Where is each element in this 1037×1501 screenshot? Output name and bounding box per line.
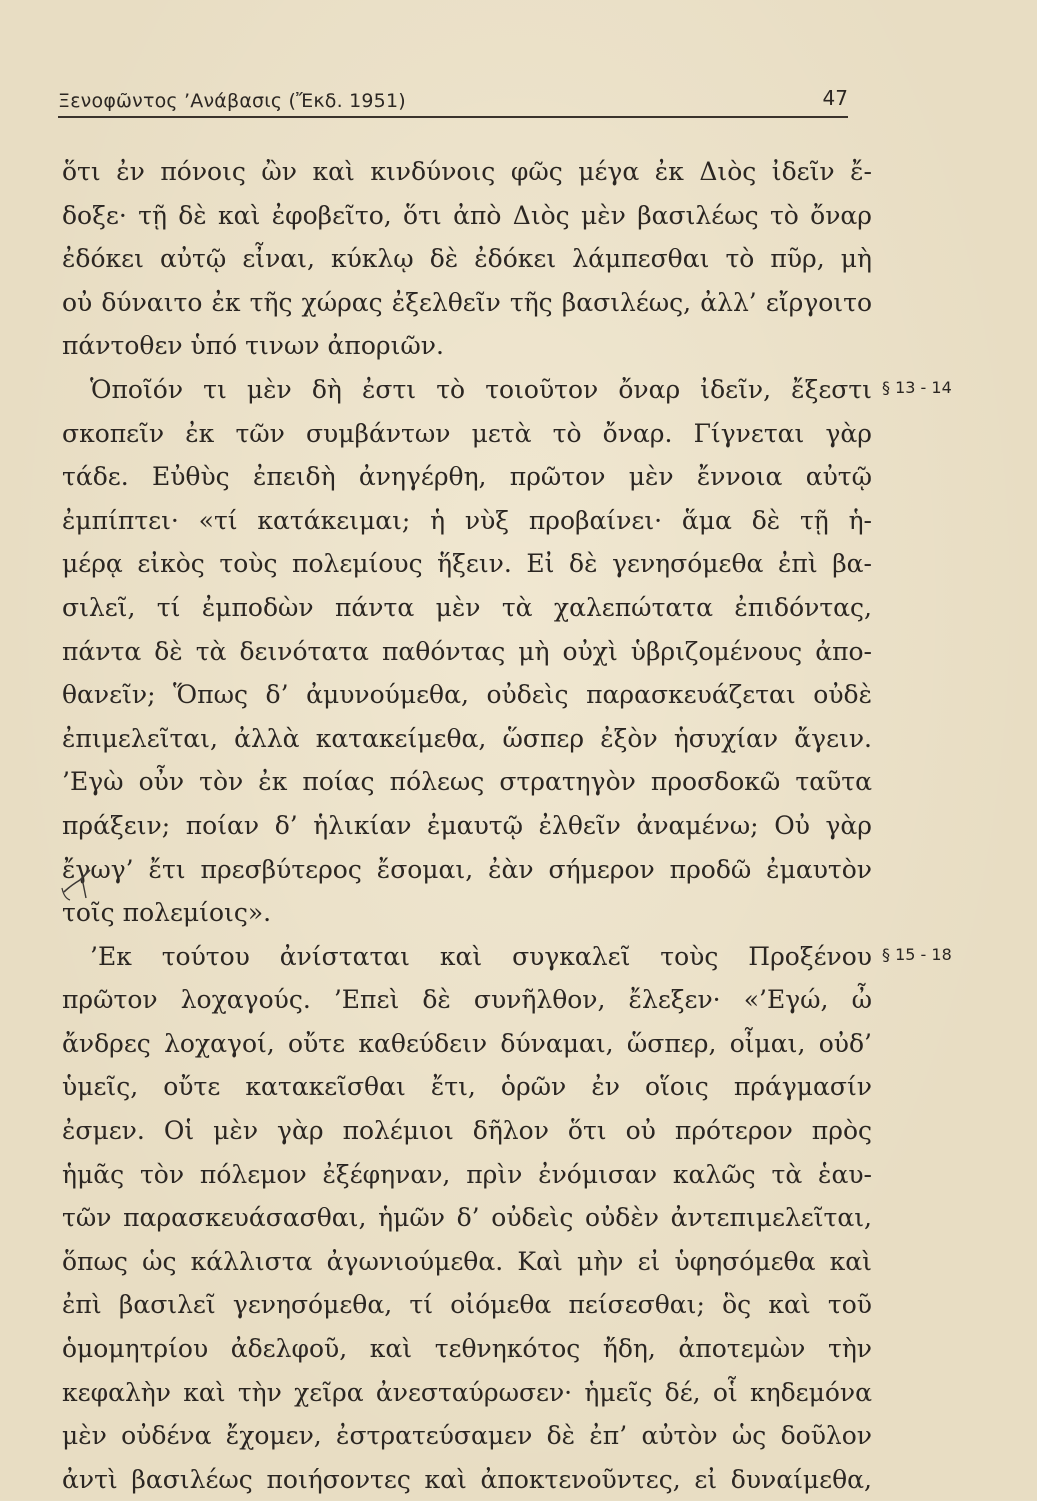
body-text xyxy=(62,150,872,1501)
text-line: μέρᾳ εἰκὸς τοὺς πολεμίους ἥξειν. Εἰ δὲ γενησόμεθα ἐπὶ βα- xyxy=(62,549,872,579)
running-title: Ξενοφῶντος ’Ανάβασις (Ἔκδ. 1951) xyxy=(58,90,406,112)
header-rule xyxy=(58,116,848,118)
text-line: ὁμομητρίου ἀδελφοῦ, καὶ τεθνηκότος ἤδη, ἀποτεμὼν τὴν xyxy=(62,1334,872,1364)
margin-section-ref: § 15 - 18 xyxy=(882,944,952,964)
text-line: πράξειν; ποίαν δ’ ἡλικίαν ἐμαυτῷ ἐλθεῖν ἀναμένω; Οὐ γὰρ xyxy=(62,810,872,840)
text-line: Ὁποῖόν τι μὲν δὴ ἐστι τὸ τοιοῦτον ὄναρ ἰδεῖν, ἔξεστι xyxy=(90,374,872,404)
text-line: μὲν οὐδένα ἔχομεν, ἐστρατεύσαμεν δὲ ἐπ’ αὐτὸν ὡς δοῦλον xyxy=(62,1421,872,1451)
text-line: τάδε. Εὐθὺς ἐπειδὴ ἀνηγέρθη, πρῶτον μὲν ἔννοια αὐτῷ xyxy=(62,462,872,492)
text-line: οὐ δύναιτο ἐκ τῆς χώρας ἐξελθεῖν τῆς βασιλέως, ἀλλ’ εἴργοιτο xyxy=(62,287,872,317)
text-line: ἀντὶ βασιλέως ποιήσοντες καὶ ἀποκτενοῦντες, εἰ δυναίμεθα, xyxy=(62,1464,872,1494)
text-line: πάντοθεν ὑπό τινων ἀποριῶν. xyxy=(62,331,444,361)
text-line: πάντα δὲ τὰ δεινότατα παθόντας μὴ οὐχὶ ὑβριζομένους ἀπο- xyxy=(62,636,872,666)
text-line: ὑμεῖς, οὔτε κατακεῖσθαι ἔτι, ὁρῶν ἐν οἵοις πράγμασίν xyxy=(62,1072,872,1102)
page-number: 47 xyxy=(822,86,848,110)
text-line: δοξε· τῇ δὲ καὶ ἐφοβεῖτο, ὅτι ἀπὸ Διὸς μὲν βασιλέως τὸ ὄναρ xyxy=(62,200,872,230)
text-line: ἄνδρες λοχαγοί, οὔτε καθεύδειν δύναμαι, ὥσπερ, οἶμαι, οὐδ’ xyxy=(62,1028,872,1058)
text-line: ὅτι ἐν πόνοις ὢν καὶ κινδύνοις φῶς μέγα ἐκ Διὸς ἰδεῖν ἔ- xyxy=(62,157,872,186)
text-line: ἐπιμελεῖται, ἀλλὰ κατακείμεθα, ὥσπερ ἐξὸν ἡσυχίαν ἄγειν. xyxy=(62,723,872,753)
text-line: ’Εγὼ οὖν τὸν ἐκ ποίας πόλεως στρατηγὸν προσδοκῶ ταῦτα xyxy=(62,767,872,797)
text-line: τῶν παρασκευάσασθαι, ἡμῶν δ’ οὐδεὶς οὐδὲν ἀντεπιμελεῖται, xyxy=(62,1203,872,1233)
margin-section-ref: § 13 - 14 xyxy=(882,378,952,397)
text-line: ἐμπίπτει· «τί κατάκειμαι; ἡ νὺξ προβαίνει· ἅμα δὲ τῇ ἡ- xyxy=(62,505,872,535)
text-line: σκοπεῖν ἐκ τῶν συμβάντων μετὰ τὸ ὄναρ. Γίγνεται γὰρ xyxy=(62,418,872,448)
text-line: ἐσμεν. Οἱ μὲν γὰρ πολέμιοι δῆλον ὅτι οὐ πρότερον πρὸς xyxy=(62,1116,872,1146)
text-line: σιλεῖ, τί ἐμποδὼν πάντα μὲν τὰ χαλεπώτατα ἐπιδόντας, xyxy=(62,592,872,622)
text-line: πρῶτον λοχαγούς. ’Επεὶ δὲ συνῆλθον, ἔλεξεν· «’Εγώ, ὦ xyxy=(62,985,872,1015)
text-line: ἔγωγ’ ἔτι πρεσβύτερος ἔσομαι, ἐὰν σήμερον προδῶ ἐμαυτὸν xyxy=(62,854,872,884)
page-header xyxy=(58,88,848,118)
text-line: θανεῖν; Ὅπως δ’ ἀμυνούμεθα, οὐδεὶς παρασκευάζεται οὐδὲ xyxy=(62,680,872,710)
text-line: ἡμᾶς τὸν πόλεμον ἐξέφηναν, πρὶν ἐνόμισαν καλῶς τὰ ἑαυ- xyxy=(62,1159,872,1189)
text-line: τοῖς πολεμίοις». xyxy=(62,898,272,928)
text-line: ἐδόκει αὐτῷ εἶναι, κύκλῳ δὲ ἐδόκει λάμπεσθαι τὸ πῦρ, μὴ xyxy=(62,244,872,274)
text-line: ὅπως ὡς κάλλιστα ἀγωνιούμεθα. Καὶ μὴν εἰ ὑφησόμεθα καὶ xyxy=(62,1246,872,1276)
pencil-mark xyxy=(60,864,100,904)
text-line: ’Εκ τούτου ἀνίσταται καὶ συγκαλεῖ τοὺς Προξένου xyxy=(90,941,872,971)
text-line: κεφαλὴν καὶ τὴν χεῖρα ἀνεσταύρωσεν· ἡμεῖς δέ, οἷ κηδεμόνα xyxy=(62,1377,872,1407)
text-line: ἐπὶ βασιλεῖ γενησόμεθα, τί οἰόμεθα πείσεσθαι; ὃς καὶ τοῦ xyxy=(62,1290,872,1320)
